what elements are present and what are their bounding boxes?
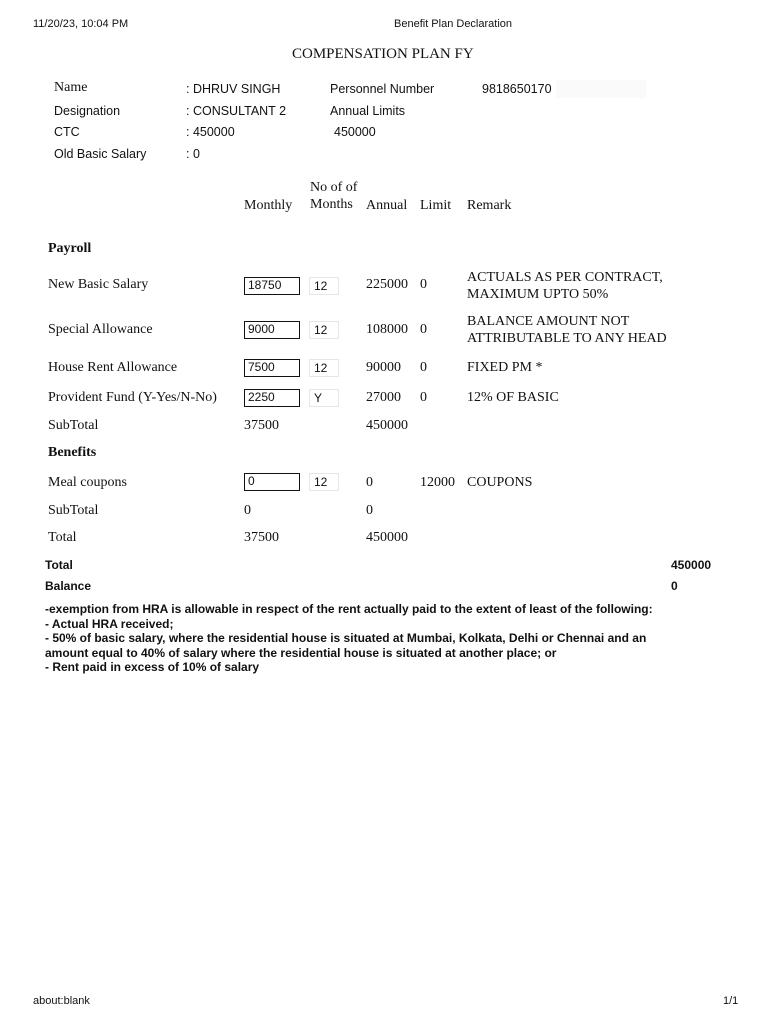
- months-input-meal-coupons[interactable]: 12: [309, 473, 339, 491]
- print-page-title: Benefit Plan Declaration: [394, 18, 513, 30]
- payroll-heading: Payroll: [48, 241, 92, 256]
- print-url: about:blank: [33, 995, 90, 1007]
- old-basic-label: Old Basic Salary: [54, 147, 147, 161]
- col-limit: Limit: [420, 198, 452, 213]
- annual-house-rent-allowance: 90000: [366, 360, 401, 375]
- col-months: No of of Months: [310, 180, 358, 212]
- print-datetime: 11/20/23, 10:04 PM: [33, 18, 129, 30]
- benefits-subtotal-label: SubTotal: [48, 503, 99, 518]
- summary-balance-value: 0: [671, 579, 678, 593]
- annual-provident-fund: 27000: [366, 390, 401, 405]
- remark-special-allowance: BALANCE AMOUNT NOT ATTRIBUTABLE TO ANY HEAD: [467, 314, 667, 346]
- col-monthly: Monthly: [244, 198, 293, 213]
- benefits-subtotal-annual: 0: [366, 503, 373, 518]
- personnel-label: Personnel Number: [330, 82, 435, 96]
- ctc-label: CTC: [54, 125, 80, 139]
- grand-total-monthly: 37500: [244, 530, 279, 545]
- print-page-number: 1/1: [723, 995, 739, 1007]
- ctc-value: : 450000: [186, 125, 235, 139]
- col-remark: Remark: [467, 198, 512, 213]
- designation-label: Designation: [54, 104, 121, 118]
- row-label-meal-coupons: Meal coupons: [48, 475, 127, 490]
- note-line: -exemption from HRA is allowable in respect of the rent actually paid to the extent of least of the following:: [45, 602, 653, 616]
- benefits-subtotal-monthly: 0: [244, 503, 251, 518]
- payroll-subtotal-monthly: 37500: [244, 418, 279, 433]
- months-input-special-allowance[interactable]: 12: [309, 321, 339, 339]
- months-input-house-rent-allowance[interactable]: 12: [309, 359, 339, 377]
- annual-meal-coupons: 0: [366, 475, 373, 490]
- summary-balance-label: Balance: [45, 579, 92, 593]
- monthly-input-meal-coupons[interactable]: 0: [244, 473, 300, 491]
- monthly-input-new-basic-salary[interactable]: 18750: [244, 277, 300, 295]
- personnel-value: 9818650170: [482, 82, 552, 96]
- old-basic-value: : 0: [186, 147, 200, 161]
- designation-value: : CONSULTANT 2: [186, 104, 287, 118]
- monthly-input-provident-fund[interactable]: 2250: [244, 389, 300, 407]
- redaction-area: [556, 80, 646, 98]
- summary-total-value: 450000: [671, 558, 712, 572]
- annual-new-basic-salary: 225000: [366, 277, 408, 292]
- limit-special-allowance: 0: [420, 322, 427, 337]
- hra-notes: [45, 602, 685, 675]
- col-annual: Annual: [366, 198, 408, 213]
- monthly-input-special-allowance[interactable]: 9000: [244, 321, 300, 339]
- remark-meal-coupons: COUPONS: [467, 475, 533, 490]
- payroll-subtotal-label: SubTotal: [48, 418, 99, 433]
- grand-total-annual: 450000: [366, 530, 408, 545]
- row-label-provident-fund: Provident Fund (Y-Yes/N-No): [48, 390, 217, 405]
- benefits-heading: Benefits: [48, 445, 97, 460]
- name-label: Name: [54, 80, 88, 95]
- document-title: COMPENSATION PLAN FY: [292, 46, 474, 62]
- limit-new-basic-salary: 0: [420, 277, 427, 292]
- remark-new-basic-salary: ACTUALS AS PER CONTRACT, MAXIMUM UPTO 50%: [467, 270, 663, 302]
- note-line: - 50% of basic salary, where the residential house is situated at Mumbai, Kolkata, Delhi or Chennai and an amount equal to 40% of salary where the residential house is situated at another place; or: [45, 631, 647, 660]
- payroll-subtotal-annual: 450000: [366, 418, 408, 433]
- limit-house-rent-allowance: 0: [420, 360, 427, 375]
- name-value: : DHRUV SINGH: [186, 82, 281, 96]
- row-label-house-rent-allowance: House Rent Allowance: [48, 360, 178, 375]
- limit-meal-coupons: 12000: [420, 475, 455, 490]
- monthly-input-house-rent-allowance[interactable]: 7500: [244, 359, 300, 377]
- annual-special-allowance: 108000: [366, 322, 408, 337]
- remark-provident-fund: 12% OF BASIC: [467, 390, 559, 405]
- grand-total-label: Total: [48, 530, 77, 545]
- limit-provident-fund: 0: [420, 390, 427, 405]
- note-line: - Rent paid in excess of 10% of salary: [45, 660, 260, 675]
- row-label-new-basic-salary: New Basic Salary: [48, 277, 149, 292]
- summary-total-label: Total: [45, 558, 73, 572]
- row-label-special-allowance: Special Allowance: [48, 322, 153, 337]
- note-line: - Actual HRA received;: [45, 616, 174, 631]
- pf-option-input[interactable]: Y: [309, 389, 339, 407]
- annual-limits-label: Annual Limits: [330, 104, 406, 118]
- remark-house-rent-allowance: FIXED PM *: [467, 360, 543, 375]
- annual-limits-value: 450000: [334, 125, 376, 139]
- months-input-new-basic-salary[interactable]: 12: [309, 277, 339, 295]
